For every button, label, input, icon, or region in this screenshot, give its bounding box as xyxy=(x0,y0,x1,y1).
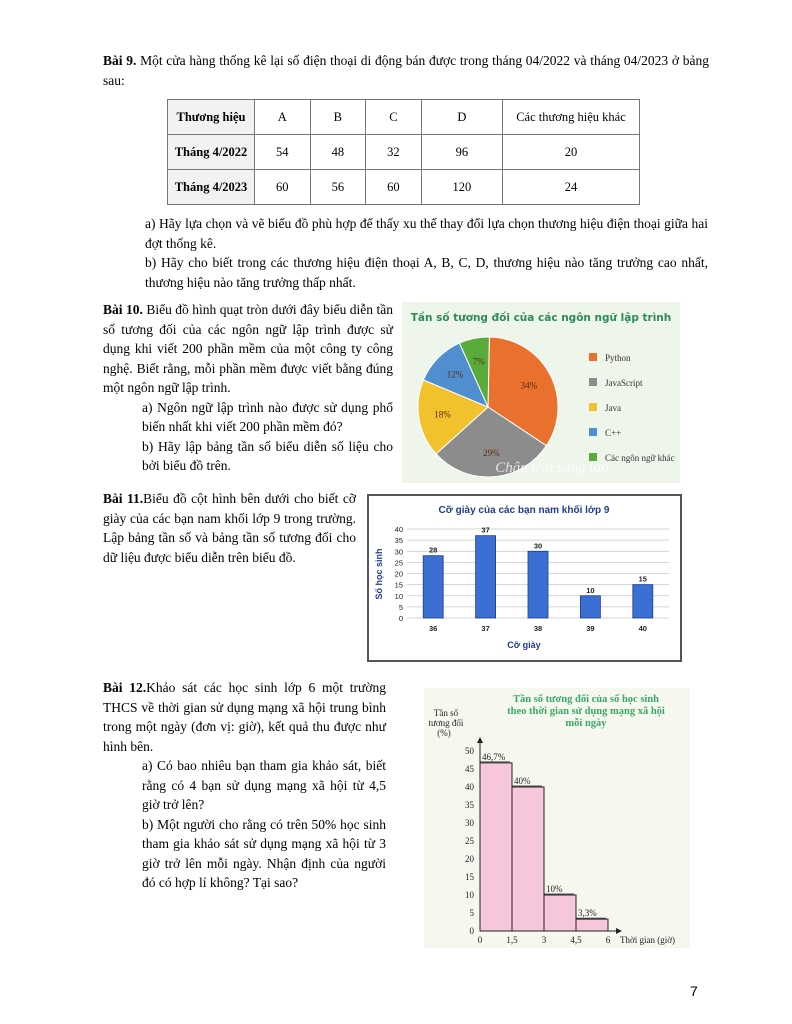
bai10-question-b: b) Hãy lập bảng tần số biểu diễn số liệu cho bởi biểu đồ trên. xyxy=(142,438,393,473)
legend-label: Các ngôn ngữ khác xyxy=(605,453,675,463)
histogram-y-axis-label: tương đối xyxy=(428,718,464,728)
legend-swatch xyxy=(589,428,597,436)
bar-chart-title: Cỡ giày của các bạn nam khối lớp 9 xyxy=(438,505,610,516)
y-tick-label: 15 xyxy=(394,580,403,590)
y-tick-label: 40 xyxy=(465,782,474,792)
x-tick-label: 36 xyxy=(429,624,438,633)
histogram-title-line: theo thời gian sử dụng mạng xã hội xyxy=(507,706,665,717)
x-tick-label: 39 xyxy=(586,624,595,633)
y-tick-label: 25 xyxy=(394,558,403,568)
bar xyxy=(528,551,548,618)
x-tick-label: 6 xyxy=(605,935,611,945)
pie-title: Tần số tương đối của các ngôn ngữ lập trình xyxy=(410,312,672,324)
y-tick-label: 20 xyxy=(465,854,474,864)
table-cell: C xyxy=(366,100,422,135)
table-cell: Tháng 4/2022 xyxy=(168,135,255,170)
bai11-body: Biểu đồ cột hình bên dưới cho biết cỡ giày của các bạn nam khối lớp 9 trong trường. Lập bảng tần số và bảng tần số tương đối cho dữ liệu được biểu diễn trên biểu đồ. xyxy=(103,491,356,565)
y-tick-label: 0 xyxy=(469,926,474,936)
legend-label: Java xyxy=(605,403,621,413)
bai9-questions xyxy=(145,214,708,292)
pie-slice-label: 34% xyxy=(520,380,538,391)
histogram-bar xyxy=(576,919,608,931)
bai9-question-a: a) Hãy lựa chọn và vẽ biểu đồ phù hợp để thấy xu thế thay đổi lựa chọn thương hiệu điện thoại giữa hai đợt thống kê. xyxy=(145,216,708,251)
bai10-text xyxy=(103,300,393,476)
bai12-question-b: b) Một người cho rằng có trên 50% học sinh tham gia khảo sát sử dụng mạng xã hội từ 3 giờ trở lên mỗi ngày. Nhận định của người đó có hợp lí không? Tại sao? xyxy=(142,816,386,890)
bar-value-label: 37 xyxy=(481,525,490,535)
histogram-y-axis-label: (%) xyxy=(437,728,451,738)
bai10-body: Biểu đồ hình quạt tròn dưới đây biểu diễn tần số tương đối của các ngôn ngữ lập trình được sử dụng khi viết 200 phần mềm của một công ty công nghệ. Biết rằng, mỗi phần mềm được viết bằng đúng một ngôn ngữ lập trình. xyxy=(103,302,394,395)
histogram-panel xyxy=(424,688,690,948)
y-tick-label: 50 xyxy=(465,746,474,756)
y-tick-label: 40 xyxy=(394,525,403,534)
table-cell: Tháng 4/2023 xyxy=(168,170,255,205)
x-tick-label: 0 xyxy=(477,935,483,945)
bai12-question-a: a) Có bao nhiêu bạn tham gia khảo sát, biết rằng có 4 bạn sử dụng mạng xã hội từ 4,5 giờ trở lên? xyxy=(142,758,386,812)
bar-value-label: 15 xyxy=(638,574,647,584)
legend-swatch xyxy=(589,378,597,386)
bai12-text xyxy=(103,678,386,893)
bai12-label: Bài 12. xyxy=(103,680,147,695)
histogram-title-line: Tần số tương đối của số học sinh xyxy=(512,694,660,705)
bai9-body: Một cửa hàng thống kê lại số điện thoại di động bán được trong tháng 04/2022 và tháng 04/2023 ở bảng sau: xyxy=(103,53,709,88)
table-cell: D xyxy=(421,100,502,135)
legend-label: JavaScript xyxy=(605,378,643,388)
table-cell: Các thương hiệu khác xyxy=(503,100,640,135)
bar xyxy=(633,585,653,618)
legend-label: C++ xyxy=(605,428,622,438)
x-tick-label: 4,5 xyxy=(570,935,582,945)
histogram-bar-value-label: 40% xyxy=(514,776,531,786)
bar xyxy=(423,556,443,618)
histogram-bar xyxy=(480,763,512,931)
legend-label: Python xyxy=(605,353,631,363)
bai11-label: Bài 11. xyxy=(103,491,144,506)
histogram-y-axis-label: Tần số xyxy=(433,708,459,718)
table-row xyxy=(168,135,640,170)
x-axis-arrow xyxy=(616,928,622,934)
legend-swatch xyxy=(589,403,597,411)
bar-chart xyxy=(369,496,680,660)
table-cell: 96 xyxy=(421,135,502,170)
bai9-question-b: b) Hãy cho biết trong các thương hiệu điện thoại A, B, C, D, thương hiệu nào tăng trưởng cao nhất, thương hiệu nào tăng trưởng thấp nhất. xyxy=(145,255,708,290)
y-axis-arrow xyxy=(477,737,483,743)
table-cell: 56 xyxy=(310,170,366,205)
histogram-title-line: mỗi ngày xyxy=(565,718,607,729)
histogram-bar xyxy=(512,787,544,931)
page-number: 7 xyxy=(690,983,698,999)
bai9-table xyxy=(167,99,640,205)
table-cell: 54 xyxy=(255,135,311,170)
legend-swatch xyxy=(589,353,597,361)
x-tick-label: 3 xyxy=(541,935,547,945)
histogram-chart xyxy=(424,688,690,948)
y-tick-label: 30 xyxy=(394,547,403,557)
pie-slice-label: 18% xyxy=(434,409,451,420)
y-tick-label: 0 xyxy=(398,614,403,623)
table-cell: 60 xyxy=(255,170,311,205)
bar-chart-frame xyxy=(367,494,682,662)
y-tick-label: 5 xyxy=(398,602,403,612)
y-tick-label: 10 xyxy=(394,591,403,601)
watermark: Chân trời sáng tạo xyxy=(495,460,609,476)
pie-slice-label: 29% xyxy=(483,448,500,459)
y-tick-label: 20 xyxy=(394,569,403,579)
pie-chart-panel xyxy=(402,302,680,483)
histogram-bar-value-label: 10% xyxy=(546,884,563,894)
bar xyxy=(580,596,600,618)
bai10-label: Bài 10. xyxy=(103,302,143,317)
bai9-text xyxy=(103,51,709,90)
bar-value-label: 28 xyxy=(429,545,438,555)
table-cell: A xyxy=(255,100,311,135)
bar-value-label: 30 xyxy=(533,541,543,551)
histogram-bar-value-label: 46,7% xyxy=(482,751,506,762)
y-tick-label: 25 xyxy=(465,836,474,846)
pie-slice-label: 7% xyxy=(472,356,485,367)
y-tick-label: 15 xyxy=(465,872,474,882)
histogram-bar-value-label: 3,3% xyxy=(578,908,597,919)
pie-chart xyxy=(402,302,680,483)
x-tick-label: 40 xyxy=(638,624,647,633)
histogram-x-axis-label: Thời gian (giờ) xyxy=(620,935,676,945)
bai9-label: Bài 9. xyxy=(103,53,137,68)
y-tick-label: 30 xyxy=(465,818,474,828)
table-row xyxy=(168,100,640,135)
x-tick-label: 38 xyxy=(533,624,543,633)
pie-slice-label: 12% xyxy=(446,369,464,380)
bai12-body: Khảo sát các học sinh lớp 6 một trường THCS về thời gian sử dụng mạng xã hội trung bình trong một ngày (đơn vị: giờ), kết quả thu được như hình bên. xyxy=(103,680,386,754)
table-cell: 24 xyxy=(503,170,640,205)
y-tick-label: 35 xyxy=(394,536,403,546)
table-cell: 32 xyxy=(366,135,422,170)
bai10-question-a: a) Ngôn ngữ lập trình nào được sử dụng phổ biến nhất khi viết 200 phần mềm đó? xyxy=(142,399,393,434)
x-tick-label: 1,5 xyxy=(506,935,518,945)
table-cell: 48 xyxy=(310,135,366,170)
table-cell: B xyxy=(310,100,366,135)
bar xyxy=(476,536,496,618)
x-tick-label: 37 xyxy=(481,624,490,633)
y-tick-label: 10 xyxy=(465,890,474,900)
table-cell: 20 xyxy=(503,135,640,170)
x-axis-label: Cỡ giày xyxy=(507,640,541,650)
y-tick-label: 35 xyxy=(465,800,474,810)
y-tick-label: 45 xyxy=(465,764,474,774)
histogram-bar xyxy=(544,895,576,931)
bar-value-label: 10 xyxy=(586,585,595,595)
table-row xyxy=(168,170,640,205)
bai11-text xyxy=(103,489,356,567)
table-cell: 120 xyxy=(421,170,502,205)
y-tick-label: 5 xyxy=(469,908,474,918)
table-cell: 60 xyxy=(366,170,422,205)
table-cell: Thương hiệu xyxy=(168,100,255,135)
y-axis-label: Số học sinh xyxy=(374,548,384,600)
